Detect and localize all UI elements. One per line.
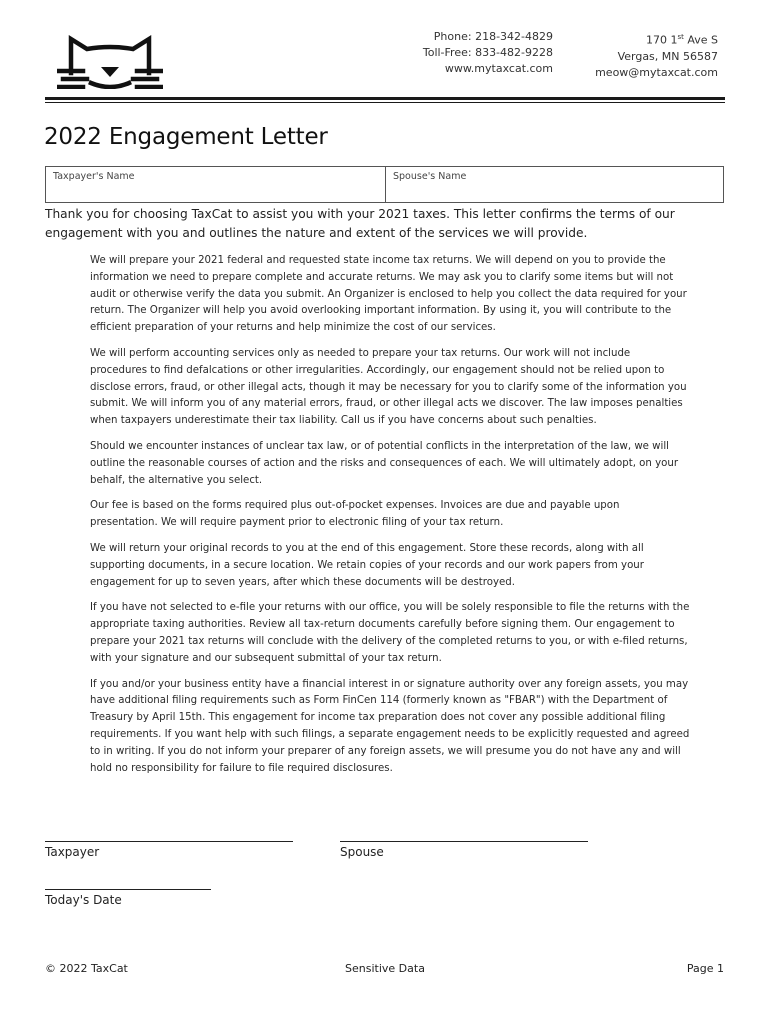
spouse-signature-label: Spouse (340, 845, 384, 859)
taxpayer-signature-line[interactable] (45, 841, 293, 842)
paragraph-e-file: If you have not selected to e-file your returns with our office, you will be solely responsible to file the returns with the appropriate taxing authorities. Review all tax-return documents carefully before signing them. Our engagement to prepare your 2021 tax returns will conclude with the delivery of the completed returns to you, or with e-filed returns, with your signature and our subsequent submittal of your tax return. (90, 602, 690, 664)
names-form (45, 166, 724, 203)
footer-page-number: Page 1 (686, 962, 724, 975)
street-address: 170 1st Ave S (645, 33, 718, 47)
paragraph-foreign-assets: If you and/or your business entity have a financial interest in or signature authority over any foreign assets, you may have additional filing requirements such as Form FinCen 114 (formerly known as "FBAR") with the Department of Treasury by April 15th. This engagement for income tax preparation does not cover any possible additional filing requirements. If you want help with such filings, a separate engagement needs to be explicitly requested and agreed to in writing. If you do not inform your preparer of any foreign assets, we will presume you do not have any and will hold no responsibility for failure to file required disclosures. (90, 678, 690, 774)
footer-copyright: © 2022 TaxCat (45, 962, 128, 975)
email-link[interactable]: meow@mytaxcat.com (595, 65, 718, 79)
paragraph-unclear-law: Should we encounter instances of unclear tax law, or of potential conflicts in the interpretation of the law, we will outline the reasonable courses of action and the risks and consequences of each. We will ultimately adopt, on your behalf, the alternative you select. (90, 440, 679, 486)
spouse-name-label: Spouse's Name (393, 171, 467, 182)
phone-text: Phone: 218-342-4829 (433, 30, 553, 43)
page-title: 2022 Engagement Letter (44, 124, 328, 150)
toll-free-text: Toll-Free: 833-482-9228 (422, 46, 553, 59)
date-label: Today's Date (45, 893, 122, 907)
paragraph-fees: Our fee is based on the forms required plus out-of-pocket expenses. Invoices are due and payable upon presentation. We will require payment prior to electronic filing of your tax return. (90, 500, 620, 529)
taxpayer-name-field[interactable] (46, 167, 386, 202)
contact-address-block (595, 29, 718, 81)
paragraph-accounting: We will perform accounting services only as needed to prepare your tax returns. Our work will not include procedures to find defalcations or other irregularities. Accordingly, our engagement should not be relied upon to disclose errors, fraud, or other illegal acts, though it may be necessary for you to clarify some of the information you submit. We will inform you of any material errors, fraud, or other illegal acts we discover. The law imposes penalties when taxpayers underestimate their tax liability. Call us if you have concerns about such penalties. (90, 347, 687, 427)
taxpayer-name-label: Taxpayer's Name (53, 171, 135, 182)
header-divider-thin (45, 102, 725, 103)
paragraph-records: We will return your original records to you at the end of this engagement. Store these records, along with all supporting documents, in a secure location. We retain copies of your records and our work papers from your engagement for up to seven years, after which these documents will be destroyed. (90, 542, 644, 588)
contact-phone-block (423, 29, 553, 77)
header-divider (45, 97, 725, 100)
spouse-signature-line[interactable] (340, 841, 588, 842)
paragraph-services: We will prepare your 2021 federal and requested state income tax returns. We will depend on you to provide the information we need to prepare complete and accurate returns. We may ask you to clarify some items but will not audit or otherwise verify the data you submit. An Organizer is enclosed to help you collect the data required for your return. The Organizer will help you avoid overlooking important information. By using it, you will contribute to the efficient preparation of your returns and help minimize the cost of our services. (90, 255, 687, 334)
taxcat-logo-icon (57, 33, 163, 89)
taxpayer-signature-label: Taxpayer (45, 845, 100, 859)
intro-paragraph: Thank you for choosing TaxCat to assist you with your 2021 taxes. This letter confirms the terms of our engagement with you and outlines the nature and extent of the services we will provide. (45, 207, 675, 240)
footer-sensitive-data: Sensitive Data (345, 962, 425, 975)
website-link[interactable]: www.mytaxcat.com (444, 62, 553, 75)
city-text: Vergas, MN 56587 (617, 49, 718, 63)
letter-body (90, 253, 690, 786)
spouse-name-field[interactable] (386, 167, 723, 202)
date-line[interactable] (45, 889, 211, 890)
